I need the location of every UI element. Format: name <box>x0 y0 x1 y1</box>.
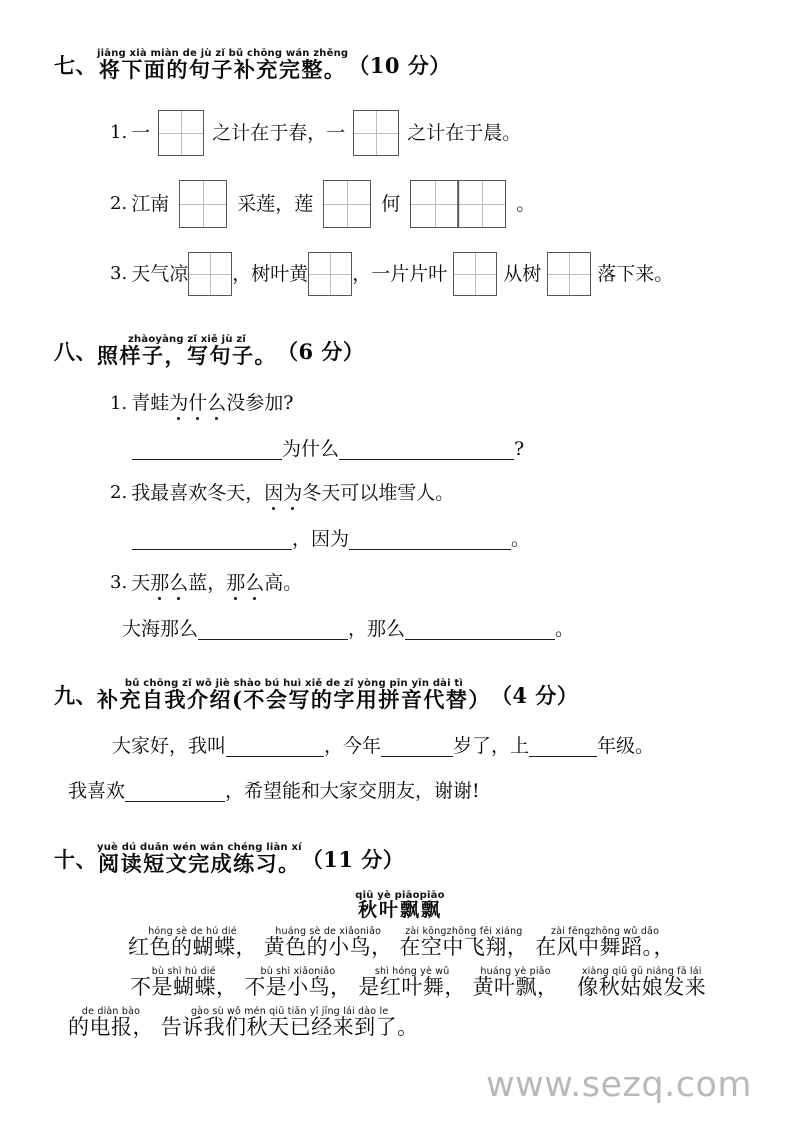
q7-item-2-text-d: 。 <box>516 192 536 215</box>
section-ten-points: （11 分） <box>301 846 405 872</box>
passage-line-3-group-2 <box>161 1006 419 1038</box>
q8-item-2-answer-mark: 。 <box>511 527 531 550</box>
emphasis-dots-icon <box>150 597 188 600</box>
passage-hanzi: 红色的蝴蝶， <box>128 934 257 959</box>
q8-item-3-blank-2[interactable] <box>405 619 555 640</box>
passage-hanzi: 在风中舞蹈。， <box>535 934 676 959</box>
q8-item-1-example <box>110 394 746 413</box>
q8-item-2-emphasis-text: 因为 <box>264 481 303 504</box>
section-seven-index: 七、 <box>54 53 97 78</box>
q8-item-1-blank-1[interactable] <box>132 439 282 460</box>
q8-item-3-text-c: 高。 <box>264 571 303 594</box>
section-eight-heading <box>54 334 746 366</box>
q7-item-3-text-c: ，一片片叶 <box>352 262 448 285</box>
section-seven-title-hanzi: 将下面的句子补充完整。 <box>98 57 347 82</box>
q8-item-3-answer-lead: 大海那么 <box>122 617 199 640</box>
section-eight <box>54 334 746 640</box>
passage-line-1-group-2 <box>264 926 393 958</box>
section-seven-title <box>97 48 348 80</box>
q8-item-1-text-a: 青蛙 <box>131 392 170 414</box>
q7-item-3-number: 3. <box>110 263 128 284</box>
q7-item-3-box-2[interactable] <box>308 252 352 296</box>
q7-item-3-text-a: 天气凉 <box>131 262 189 285</box>
q8-item-3-answer-mid: ，那么 <box>348 617 406 640</box>
section-ten-title-hanzi: 阅读短文完成练习。 <box>98 850 301 876</box>
passage-line-3 <box>68 1006 746 1038</box>
passage-pinyin: de diàn bào <box>81 1005 141 1017</box>
section-seven-heading <box>54 48 746 80</box>
q8-item-3-blank-1[interactable] <box>198 619 348 640</box>
q7-item-2-text-a: 江南 <box>131 192 170 215</box>
q9-line-1 <box>112 736 746 757</box>
section-eight-title-pinyin: zhàoyàng zǐ xiě jù zǐ <box>128 334 246 345</box>
passage-line-1-group-4 <box>535 926 675 958</box>
q9-line-2 <box>68 781 746 802</box>
q8-item-3-number: 3. <box>110 572 128 594</box>
q8-item-3-text-a: 天 <box>131 571 151 594</box>
q7-item-2-box-3[interactable] <box>410 180 506 228</box>
passage-hanzi: 的电报， <box>68 1014 154 1039</box>
q8-item-2-text-a: 我最喜欢冬天， <box>131 481 265 504</box>
q7-item-3-text-b: ，树叶黄 <box>232 262 309 285</box>
q7-item-2-box-1[interactable] <box>179 180 227 228</box>
q7-item-1-number: 1. <box>110 122 128 143</box>
q8-item-3-emphasis-2-text: 那么 <box>226 571 265 594</box>
q7-item-2 <box>110 180 746 228</box>
passage-pinyin: gào sù wǒ mén qiū tiān yǐ jīng lái dào le <box>190 1005 389 1017</box>
emphasis-dots-icon <box>226 597 264 600</box>
q8-item-3-answer <box>122 619 746 640</box>
q8-item-1-number: 1. <box>110 392 128 414</box>
passage-pinyin: huáng yè piāo <box>480 965 551 977</box>
section-ten <box>54 842 746 1038</box>
q7-item-3-text-d: 从树 <box>503 262 542 285</box>
q8-item-2-blank-2[interactable] <box>349 529 511 550</box>
passage-line-2-group-4 <box>473 966 559 998</box>
q8-item-3-answer-end: 。 <box>555 617 575 640</box>
q8-item-1-answer <box>132 439 746 460</box>
q8-item-2-blank-1[interactable] <box>132 529 292 550</box>
section-seven-points: （10 分） <box>348 53 451 78</box>
passage-line-1 <box>128 926 746 958</box>
section-ten-title-pinyin: yuè dú duǎn wén wán chéng liàn xí <box>97 841 302 853</box>
q9-age-blank[interactable] <box>381 736 453 757</box>
q7-item-1-text-b: 之计在于春，一 <box>212 121 346 144</box>
passage-pinyin: xiàng qiū gū niáng fā lái <box>581 965 702 977</box>
section-nine-heading <box>54 678 746 710</box>
q8-item-3-emphasis-1-text: 那么 <box>150 571 189 594</box>
passage-hanzi: 黄色的小鸟， <box>263 934 393 959</box>
q8-item-2-answer-text: ，因为 <box>292 527 350 550</box>
section-seven <box>54 48 746 296</box>
q9-line-1-text-d: 年级。 <box>597 734 655 757</box>
q8-item-2-emphasis <box>264 481 303 504</box>
q8-item-3-emphasis-1 <box>150 571 189 594</box>
passage-pinyin: bù shì xiǎoniǎo <box>260 965 336 977</box>
passage-line-2-group-3 <box>358 966 466 998</box>
q7-item-2-text-c: 何 <box>381 192 401 215</box>
q8-item-2-text-b: 冬天可以堆雪人。 <box>302 481 455 504</box>
q8-item-3-emphasis-2 <box>226 571 265 594</box>
q7-item-3-text-e: 落下来。 <box>597 262 674 285</box>
passage-pinyin: shì hóng yè wǔ <box>374 965 450 977</box>
passage-line-2-group-2 <box>244 966 352 998</box>
section-nine-points: （4 分） <box>490 682 579 708</box>
passage-pinyin: zài fēngzhōng wǔ dǎo <box>551 925 660 937</box>
section-ten-title <box>97 842 302 874</box>
q7-item-3-box-1[interactable] <box>188 252 232 296</box>
q8-item-3-example <box>110 571 746 594</box>
passage-title-ruby <box>355 890 444 920</box>
q7-item-1 <box>110 110 746 156</box>
passage-hanzi: 像秋姑娘发来 <box>577 974 707 999</box>
q8-item-1-emphasis <box>169 394 226 413</box>
section-eight-index: 八、 <box>54 339 97 364</box>
section-eight-points: （6 分） <box>277 339 365 364</box>
q9-line-1-text-c: 岁了，上 <box>453 734 530 757</box>
passage-title-hanzi: 秋叶飘飘 <box>357 898 442 921</box>
q7-item-3-box-4[interactable] <box>547 252 591 296</box>
q9-line-2-text-a: 我喜欢 <box>68 779 126 802</box>
section-ten-index: 十、 <box>54 846 97 872</box>
passage-line-1-group-3 <box>399 926 528 958</box>
q8-item-2-example <box>110 481 746 504</box>
q7-item-2-box-2[interactable] <box>323 180 371 228</box>
emphasis-dots-icon <box>169 417 226 420</box>
site-watermark: www.sezq.com <box>485 1065 752 1105</box>
section-eight-title <box>97 334 277 366</box>
q9-name-blank[interactable] <box>226 736 324 757</box>
passage-hanzi: 告诉我们秋天已经来到了。 <box>160 1014 419 1039</box>
q9-line-1-text-b: ，今年 <box>324 734 382 757</box>
passage-hanzi: 是红叶舞， <box>358 974 466 999</box>
section-nine-title-hanzi: 补充自我介绍(不会写的字用拼音代替） <box>97 686 491 712</box>
q9-grade-blank[interactable] <box>529 736 597 757</box>
passage-line-2 <box>130 966 746 998</box>
q8-item-2-answer <box>132 529 746 550</box>
q8-item-3-text-b: 蓝， <box>188 571 227 594</box>
passage-line-3-group-1 <box>68 1006 154 1038</box>
q9-line-2-text-b: ，希望能和大家交朋友，谢谢! <box>225 779 480 802</box>
q7-item-2-number: 2. <box>110 193 128 214</box>
q8-item-1-text-b: 没参加? <box>226 392 294 414</box>
q7-item-1-text-c: 之计在于晨。 <box>407 121 522 144</box>
passage-hanzi: 黄叶飘， <box>472 974 559 999</box>
section-nine-index: 九、 <box>54 682 97 708</box>
q7-item-1-text-a: 一 <box>131 121 151 144</box>
passage-hanzi: 不是小鸟， <box>244 974 352 999</box>
q7-item-3 <box>110 252 746 296</box>
section-nine <box>54 678 746 802</box>
emphasis-dots-icon <box>264 507 302 510</box>
q8-item-1-blank-2[interactable] <box>339 439 514 460</box>
q9-hobby-blank[interactable] <box>125 781 225 802</box>
q7-item-2-text-b: 采莲，莲 <box>237 192 314 215</box>
q9-line-1-text-a: 大家好，我叫 <box>112 734 227 757</box>
q7-item-1-box-1[interactable] <box>158 110 204 156</box>
passage-title-pinyin: qiū yè piāopiāo <box>355 889 445 901</box>
q8-item-2-number: 2. <box>110 482 128 504</box>
passage-pinyin: huáng sè de xiǎoniǎo <box>275 925 382 937</box>
passage-hanzi: 不是蝴蝶， <box>130 974 238 999</box>
passage-hanzi: 在空中飞翔， <box>399 934 529 959</box>
q8-item-1-answer-text: 为什么 <box>282 437 340 460</box>
section-nine-title-pinyin: bǔ chōng zǐ wǒ jiè shào bú huì xiě de zǐ yòng pīn yīn dài tì <box>124 677 464 689</box>
section-eight-title-hanzi: 照样子，写句子。 <box>97 343 277 368</box>
passage-title <box>54 890 746 920</box>
passage-line-1-group-1 <box>128 926 257 958</box>
passage-line-2-group-5 <box>577 966 706 998</box>
section-nine-title <box>97 678 491 710</box>
passage-pinyin: zài kōngzhōng fēi xiáng <box>405 925 523 937</box>
section-seven-title-pinyin: jiāng xià miàn de jù zǐ bǔ chōng wán zhěng <box>97 48 349 59</box>
q7-item-1-box-2[interactable] <box>353 110 399 156</box>
q8-item-1-answer-mark: ? <box>514 437 525 460</box>
q7-item-3-box-3[interactable] <box>453 252 497 296</box>
passage-pinyin: bù shì hú dié <box>151 965 216 977</box>
passage-pinyin: hóng sè de hú dié <box>148 925 237 937</box>
section-ten-heading <box>54 842 746 874</box>
passage-line-2-group-1 <box>130 966 238 998</box>
q8-item-1-emphasis-text: 为什么 <box>169 392 227 414</box>
